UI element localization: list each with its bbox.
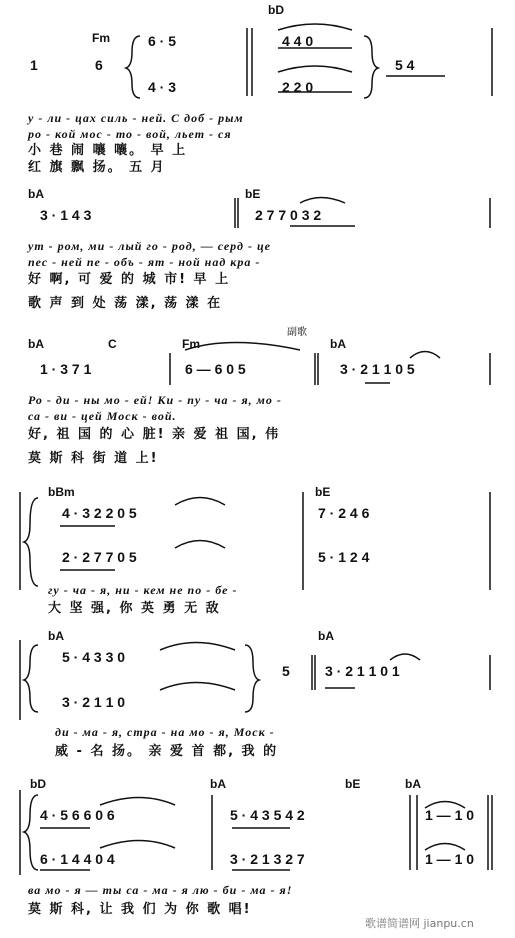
chord-symbol: C (108, 337, 117, 351)
note-group: 7 · 2 4 6 (318, 505, 370, 521)
chord-symbol: bE (245, 187, 261, 201)
note-group: 1 — 1 0 (425, 807, 475, 823)
chord-symbol: bA (28, 187, 44, 201)
chord-symbol: bE (345, 777, 361, 791)
lyric-ru: пес - ней пе - объ - ят - ной над кра - (28, 255, 261, 269)
lyric-ru: Ро - ди - ны мо - ей! Ки - пу - ча - я, мо - (28, 393, 282, 407)
note-group: 1 (30, 57, 38, 73)
lyric-zh: 好, 祖 国 的 心 脏! 亲 爱 祖 国, 伟 (28, 427, 281, 442)
note-group: 3 · 2 1 1 0 5 (340, 361, 415, 377)
chord-symbol: bA (330, 337, 346, 351)
note-group: 3 · 1 4 3 (40, 207, 92, 223)
lyric-ru: ро - кой мос - то - вой, льет - ся (28, 127, 232, 141)
chord-symbol: bA (405, 777, 421, 791)
note-group: 4 · 3 2 2 0 5 (62, 505, 137, 521)
lyric-ru: са - ви - цей Моск - вой. (28, 409, 177, 423)
chord-symbol: bD (30, 777, 46, 791)
note-group: 5 4 (395, 57, 415, 73)
watermark: 歌谱简谱网 jianpu.cn (365, 917, 474, 930)
note-group: 5 · 4 3 3 0 (62, 649, 126, 665)
chord-symbol: bE (315, 485, 331, 499)
lyric-zh: 歌 声 到 处 荡 漾, 荡 漾 在 (28, 296, 223, 311)
lyric-ru: ди - ма - я, стра - на мо - я, Моск - (55, 725, 275, 739)
lyric-ru: у - ли - цах силь - ней. С доб - рым (28, 111, 244, 125)
chord-symbol: bA (28, 337, 44, 351)
note-group: 6 (95, 57, 103, 73)
chord-symbol: Fm (182, 337, 200, 351)
chord-symbol: bA (318, 629, 334, 643)
note-group: 6 · 1 4 4 0 4 (40, 851, 115, 867)
lyric-zh: 小 巷 闹 嚷 嚷。 早 上 (28, 143, 188, 158)
note-group: 3 · 2 1 1 0 (62, 694, 126, 710)
note-group: 4 4 0 (282, 33, 314, 49)
chord-symbol: bD (268, 3, 284, 17)
note-group: 2 · 2 7 7 0 5 (62, 549, 137, 565)
note-group: 3 · 2 1 3 2 7 (230, 851, 305, 867)
note-group: 2 2 0 (282, 79, 314, 95)
section-label: 副歌 (287, 327, 307, 338)
note-group: 4 · 5 6 6 0 6 (40, 807, 115, 823)
lyric-zh: 红 旗 飘 扬。 五 月 (28, 160, 166, 175)
lyric-zh: 威 - 名 扬。 亲 爱 首 都, 我 的 (55, 744, 279, 759)
lyric-zh: 莫 斯 科 街 道 上! (28, 451, 159, 466)
note-group: 1 — 1 0 (425, 851, 475, 867)
chord-symbol: bA (48, 629, 64, 643)
note-group: 6 · 5 (148, 33, 177, 49)
note-group: 1 · 3 7 1 (40, 361, 92, 377)
note-group: 4 · 3 (148, 79, 177, 95)
note-group: 5 (282, 663, 290, 679)
lyric-ru: ут - ром, ми - лый го - род, — серд - це (28, 239, 271, 253)
chord-symbol: Fm (92, 31, 110, 45)
note-group: 3 · 2 1 1 0 1 (325, 663, 400, 679)
note-group: 6 — 6 0 5 (185, 361, 246, 377)
lyric-zh: 大 坚 强, 你 英 勇 无 敌 (48, 601, 221, 616)
note-group: 5 · 1 2 4 (318, 549, 370, 565)
lyric-ru: гу - ча - я, ни - кем не по - бе - (48, 583, 238, 597)
note-group: 2 7 7 0 3 2 (255, 207, 322, 223)
chord-symbol: bBm (48, 485, 75, 499)
note-group: 5 · 4 3 5 4 2 (230, 807, 305, 823)
lyric-ru: ва мо - я — ты са - ма - я лю - би - ма - я! (28, 883, 293, 897)
lyric-zh: 莫 斯 科, 让 我 们 为 你 歌 唱! (28, 902, 252, 917)
chord-symbol: bA (210, 777, 226, 791)
lyric-zh: 好 啊, 可 爱 的 城 市! 早 上 (28, 272, 231, 287)
